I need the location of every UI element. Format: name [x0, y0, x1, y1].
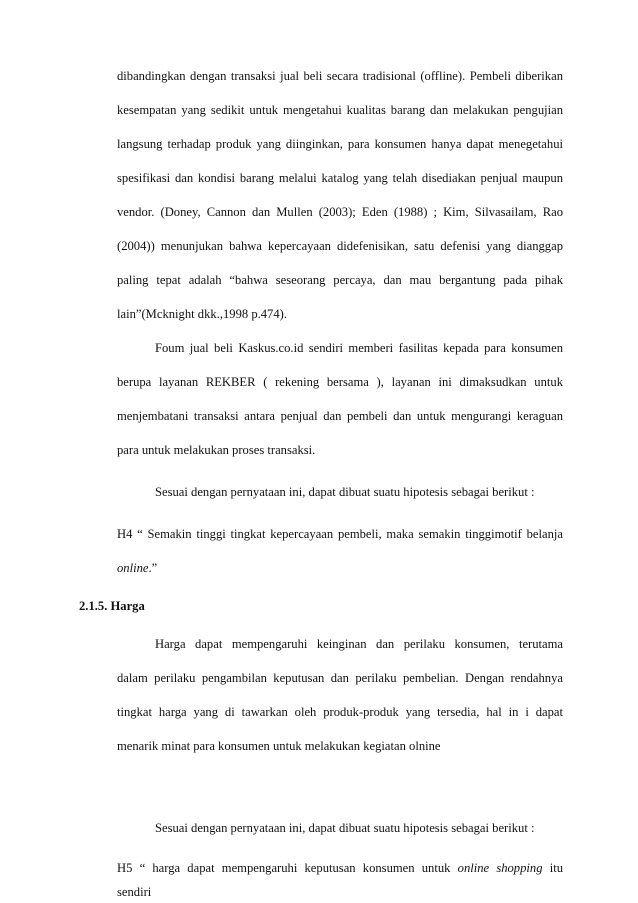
- section-heading: 2.1.5. Harga: [79, 599, 145, 613]
- paragraph-line: spesifikasi dan kondisi barang melalui katalog yang telah disediakan penjual maupun: [117, 171, 563, 185]
- hypothesis-h5-line-2: sendiri: [117, 885, 152, 899]
- paragraph-line: paling tepat adalah “bahwa seseorang percaya, dan mau bergantung pada pihak: [117, 273, 563, 287]
- italic-term: online shopping: [457, 861, 543, 875]
- paragraph-line: (2004)) menunjukan bahwa kepercayaan didefenisikan, satu defenisi yang dianggap: [117, 239, 563, 253]
- paragraph-line: tingkat harga yang di tawarkan oleh produk-produk yang tersedia, hal in i dapat: [117, 705, 563, 719]
- paragraph-line: para untuk melakukan proses transaksi.: [117, 443, 316, 457]
- paragraph-line: menarik minat para konsumen untuk melakukan kegiatan olnine: [117, 739, 441, 753]
- paragraph-line: menjembatani transaksi antara penjual dan pembeli dan untuk mengurangi keraguan: [117, 409, 563, 423]
- paragraph-line: dibandingkan dengan transaksi jual beli secara tradisional (offline). Pembeli diberikan: [117, 69, 563, 83]
- paragraph-line: lain”(Mcknight dkk.,1998 p.474).: [117, 307, 287, 321]
- hypothesis-h4-line-2: [117, 560, 563, 576]
- paragraph-line: kesempatan yang sedikit untuk mengetahui kualitas barang dan melakukan pengujian: [117, 103, 563, 117]
- paragraph-line: Harga dapat mempengaruhi keinginan dan perilaku konsumen, terutama: [155, 637, 563, 651]
- hypothesis-h4-line: H4 “ Semakin tinggi tingkat kepercayaan pembeli, maka semakin tinggimotif belanja: [117, 527, 563, 541]
- hypothesis-intro: Sesuai dengan pernyataan ini, dapat dibuat suatu hipotesis sebagai berikut :: [155, 485, 535, 499]
- paragraph-line: langsung terhadap produk yang diinginkan, para konsumen hanya dapat menegetahui: [117, 137, 563, 151]
- closing-quote: .”: [148, 561, 158, 575]
- h5-text-end: itu: [549, 861, 563, 875]
- paragraph-line: vendor. (Doney, Cannon dan Mullen (2003); Eden (1988) ; Kim, Silvasailam, Rao: [117, 205, 563, 219]
- h5-text: H5 “ harga dapat mempengaruhi keputusan konsumen untuk: [117, 861, 451, 875]
- paragraph-line: dalam perilaku pengambilan keputusan dan perilaku pembelian. Dengan rendahnya: [117, 671, 563, 685]
- hypothesis-intro: Sesuai dengan pernyataan ini, dapat dibuat suatu hipotesis sebagai berikut :: [155, 821, 535, 835]
- italic-term: online: [117, 561, 149, 575]
- hypothesis-h5-line: [117, 860, 563, 876]
- paragraph-line: berupa layanan REKBER ( rekening bersama ), layanan ini dimaksudkan untuk: [117, 375, 563, 389]
- paragraph-line: Foum jual beli Kaskus.co.id sendiri memberi fasilitas kepada para konsumen: [155, 341, 563, 355]
